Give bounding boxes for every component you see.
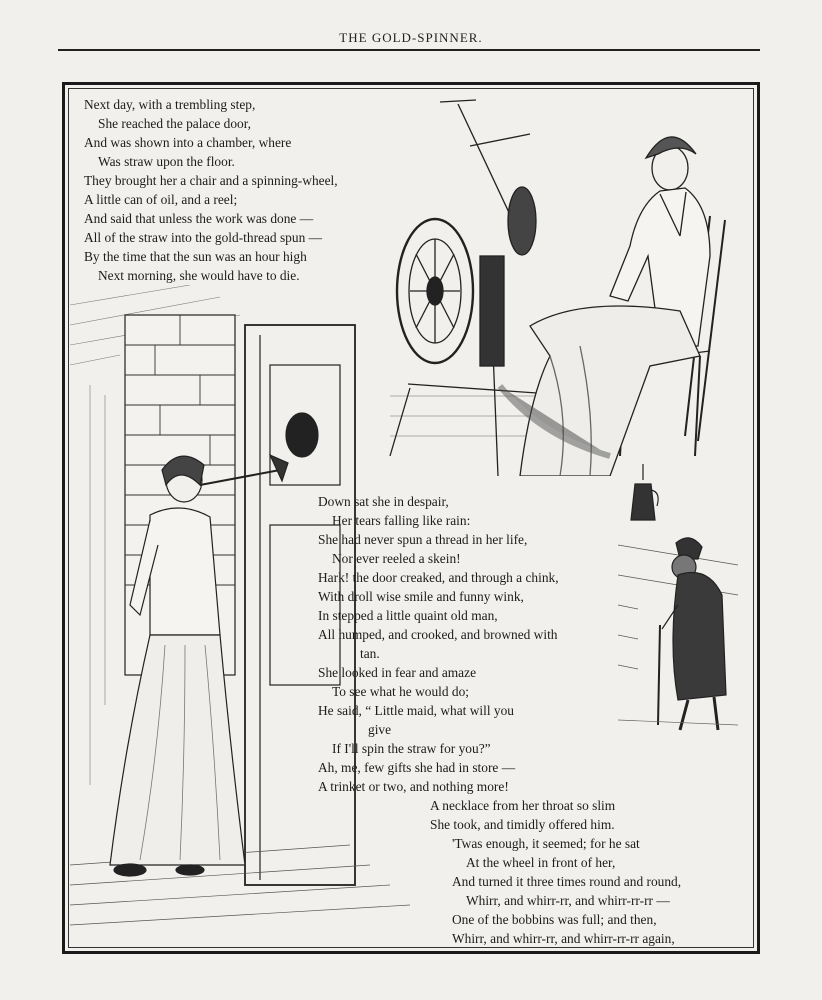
poem-line: Was straw upon the floor. [98,154,235,169]
poem-line: A necklace from her throat so slim [430,798,616,813]
poem-line: She had never spun a thread in her life, [318,532,528,547]
poem-line: Whirr, and whirr-rr, and whirr-rr-rr again, [452,931,675,946]
poem-line: If I'll spin the straw for you?” [332,741,491,756]
oil-can-illustration [625,462,661,524]
stanza-3 [318,663,615,834]
poem-line: By the time that the sun was an hour high [84,249,307,264]
poem-line: Down sat she in despair, [318,494,449,509]
poem-line: And turned it three times round and round, [452,874,682,889]
poem-line: 'Twas enough, it seemed; for he sat [452,836,640,851]
poem-line: And said that unless the work was done — [84,211,314,226]
poem-line: tan. [360,646,380,661]
poem-line: All humped, and crooked, and browned with [318,627,558,642]
poem-line: Hark! the door creaked, and through a chink, [318,570,559,585]
poem-line: give [368,722,392,737]
poem-line: Nor ever reeled a skein! [332,551,461,566]
woman-at-spinning-wheel-illustration [380,96,740,476]
stanza-4 [452,834,681,948]
running-head: THE GOLD-SPINNER. [339,30,483,45]
poem-line: They brought her a chair and a spinning-wheel, [84,173,338,188]
poem-line: All of the straw into the gold-thread spun — [84,230,323,245]
poem-line: She looked in fear and amaze [318,665,477,680]
poem-line: A trinket or two, and nothing more! [318,779,509,794]
poem-line: At the wheel in front of her, [466,855,616,870]
poem-line: Next day, with a trembling step, [84,97,256,112]
poem-line: With droll wise smile and funny wink, [318,589,524,604]
poem-line: Ah, me, few gifts she had in store — [318,760,516,775]
header-rule [58,49,760,51]
poem-line: One of the bobbins was full; and then, [452,912,657,927]
poem-line: Whirr, and whirr-rr, and whirr-rr-rr — [466,893,670,908]
poem-line: She reached the palace door, [98,116,252,131]
poem-line: And was shown into a chamber, where [84,135,292,150]
old-man-with-cane-illustration [618,525,738,740]
poem-line: Her tears falling like rain: [332,513,471,528]
poem-line: In stepped a little quaint old man, [318,608,498,623]
poem-line: He said, “ Little maid, what will you [318,703,514,718]
poem-line: A little can of oil, and a reel; [84,192,238,207]
stanza-1 [84,95,338,285]
poem-line: Next morning, she would have to die. [98,268,300,283]
poem-line: To see what he would do; [332,684,470,699]
stanza-2 [318,492,559,663]
poem-line: She took, and timidly offered him. [430,817,615,832]
